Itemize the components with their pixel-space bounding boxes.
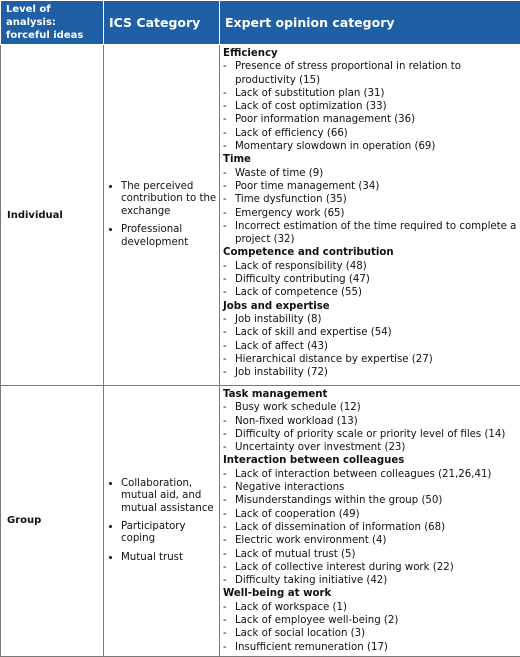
ics-list [108, 181, 219, 249]
list-item [223, 574, 517, 587]
list-item-text: Lack of efficiency (66) [235, 127, 517, 140]
list-item-text: Difficulty taking initiative (42) [235, 574, 517, 587]
ics-category-item: • Mutual trust [121, 552, 219, 564]
list-item-text: Poor information management (36) [235, 113, 517, 126]
header-expert: Expert opinion category [220, 1, 520, 45]
list-item-text: Lack of interaction between colleagues (21,26,41) [235, 468, 517, 481]
list-item-text: Insufficient remuneration (17) [235, 641, 517, 654]
dash-bullet: - [223, 428, 235, 441]
dash-bullet: - [223, 508, 235, 521]
level-cell: Group [1, 386, 104, 657]
dash-bullet: - [223, 415, 235, 428]
list-item [223, 286, 517, 299]
level-cell: Individual [1, 45, 104, 386]
list-item [223, 401, 517, 414]
list-item-text: Difficulty of priority scale or priority level of files (14) [235, 428, 517, 441]
list-item [223, 180, 517, 193]
dash-bullet: - [223, 326, 235, 339]
dash-bullet: - [223, 401, 235, 414]
ics-category-item: • Collaboration, mutual aid, and mutual assistance [121, 478, 219, 515]
list-item [223, 481, 517, 494]
list-item [223, 273, 517, 286]
dash-bullet: - [223, 366, 235, 379]
list-item-text: Non-fixed workload (13) [235, 415, 517, 428]
table-row-individual [1, 45, 520, 386]
list-item-text: Job instability (72) [235, 366, 517, 379]
dash-bullet: - [223, 127, 235, 140]
dash-bullet: - [223, 627, 235, 640]
list-item-text: Lack of competence (55) [235, 286, 517, 299]
dash-bullet: - [223, 574, 235, 587]
list-item [223, 207, 517, 220]
dash-bullet: - [223, 220, 235, 247]
category-group-title: Time [223, 153, 517, 166]
list-item [223, 641, 517, 654]
dash-bullet: - [223, 441, 235, 454]
list-item-text: Busy work schedule (12) [235, 401, 517, 414]
list-item [223, 441, 517, 454]
list-item [223, 220, 517, 247]
dash-bullet: - [223, 167, 235, 180]
list-item-text: Lack of responsibility (48) [235, 260, 517, 273]
expert-cell [220, 45, 520, 386]
list-item-text: Misunderstandings within the group (50) [235, 494, 517, 507]
list-item-text: Difficulty contributing (47) [235, 273, 517, 286]
category-group-title: Efficiency [223, 47, 517, 60]
list-item [223, 60, 517, 87]
dash-bullet: - [223, 260, 235, 273]
table-row-group [1, 386, 520, 657]
list-item-text: Negative interactions [235, 481, 517, 494]
list-item-text: Lack of social location (3) [235, 627, 517, 640]
list-item [223, 548, 517, 561]
dash-bullet: - [223, 207, 235, 220]
category-group-title: Interaction between colleagues [223, 454, 517, 467]
dash-bullet: - [223, 534, 235, 547]
list-item [223, 366, 517, 379]
list-item-text: Uncertainty over investment (23) [235, 441, 517, 454]
category-group-title: Jobs and expertise [223, 300, 517, 313]
list-item [223, 313, 517, 326]
list-item-text: Lack of skill and expertise (54) [235, 326, 517, 339]
dash-bullet: - [223, 87, 235, 100]
dash-bullet: - [223, 561, 235, 574]
dash-bullet: - [223, 548, 235, 561]
list-item-text: Lack of dissemination of information (68) [235, 521, 517, 534]
dash-bullet: - [223, 353, 235, 366]
list-item-text: Lack of employee well-being (2) [235, 614, 517, 627]
list-item-text: Waste of time (9) [235, 167, 517, 180]
dash-bullet: - [223, 601, 235, 614]
ics-category-item: • The perceived contribution to the exchange [121, 181, 219, 218]
expert-cell [220, 386, 520, 657]
list-item-text: Incorrect estimation of the time required to complete a project (32) [235, 220, 517, 247]
dash-bullet: - [223, 494, 235, 507]
dash-bullet: - [223, 60, 235, 87]
dash-bullet: - [223, 521, 235, 534]
list-item-text: Lack of workspace (1) [235, 601, 517, 614]
list-item [223, 193, 517, 206]
list-item-text: Job instability (8) [235, 313, 517, 326]
list-item [223, 521, 517, 534]
list-item-text: Hierarchical distance by expertise (27) [235, 353, 517, 366]
dash-bullet: - [223, 113, 235, 126]
list-item-text: Emergency work (65) [235, 207, 517, 220]
list-item [223, 113, 517, 126]
list-item [223, 627, 517, 640]
list-item-text: Lack of substitution plan (31) [235, 87, 517, 100]
table-body [1, 45, 520, 657]
dash-bullet: - [223, 193, 235, 206]
list-item [223, 127, 517, 140]
ics-list [108, 478, 219, 564]
list-item-text: Momentary slowdown in operation (69) [235, 140, 517, 153]
list-item [223, 260, 517, 273]
list-item [223, 415, 517, 428]
list-item [223, 140, 517, 153]
category-group-title: Task management [223, 388, 517, 401]
list-item-text: Poor time management (34) [235, 180, 517, 193]
dash-bullet: - [223, 641, 235, 654]
list-item [223, 100, 517, 113]
header-level: Level of analysis: forceful ideas [1, 1, 104, 45]
ics-category-item: • Participatory coping [121, 521, 219, 546]
list-item-text: Lack of collective interest during work (22) [235, 561, 517, 574]
list-item [223, 508, 517, 521]
list-item [223, 561, 517, 574]
list-item [223, 614, 517, 627]
dash-bullet: - [223, 140, 235, 153]
list-item-text: Time dysfunction (35) [235, 193, 517, 206]
dash-bullet: - [223, 286, 235, 299]
category-group-title: Competence and contribution [223, 246, 517, 259]
list-item [223, 494, 517, 507]
list-item [223, 601, 517, 614]
dash-bullet: - [223, 180, 235, 193]
dash-bullet: - [223, 468, 235, 481]
list-item-text: Lack of cost optimization (33) [235, 100, 517, 113]
ics-cell [104, 386, 220, 657]
list-item-text: Lack of affect (43) [235, 340, 517, 353]
dash-bullet: - [223, 481, 235, 494]
list-item [223, 167, 517, 180]
list-item [223, 468, 517, 481]
dash-bullet: - [223, 614, 235, 627]
header-ics: ICS Category [104, 1, 220, 45]
dash-bullet: - [223, 273, 235, 286]
header-row [1, 1, 520, 45]
list-item [223, 340, 517, 353]
list-item [223, 326, 517, 339]
list-item [223, 353, 517, 366]
list-item-text: Lack of cooperation (49) [235, 508, 517, 521]
category-group-title: Well-being at work [223, 587, 517, 600]
dash-bullet: - [223, 313, 235, 326]
list-item-text: Lack of mutual trust (5) [235, 548, 517, 561]
list-item [223, 534, 517, 547]
list-item [223, 87, 517, 100]
list-item [223, 428, 517, 441]
dash-bullet: - [223, 340, 235, 353]
ics-category-item: • Professional development [121, 224, 219, 249]
ics-cell [104, 45, 220, 386]
list-item-text: Presence of stress proportional in relation to productivity (15) [235, 60, 517, 87]
dash-bullet: - [223, 100, 235, 113]
list-item-text: Electric work environment (4) [235, 534, 517, 547]
